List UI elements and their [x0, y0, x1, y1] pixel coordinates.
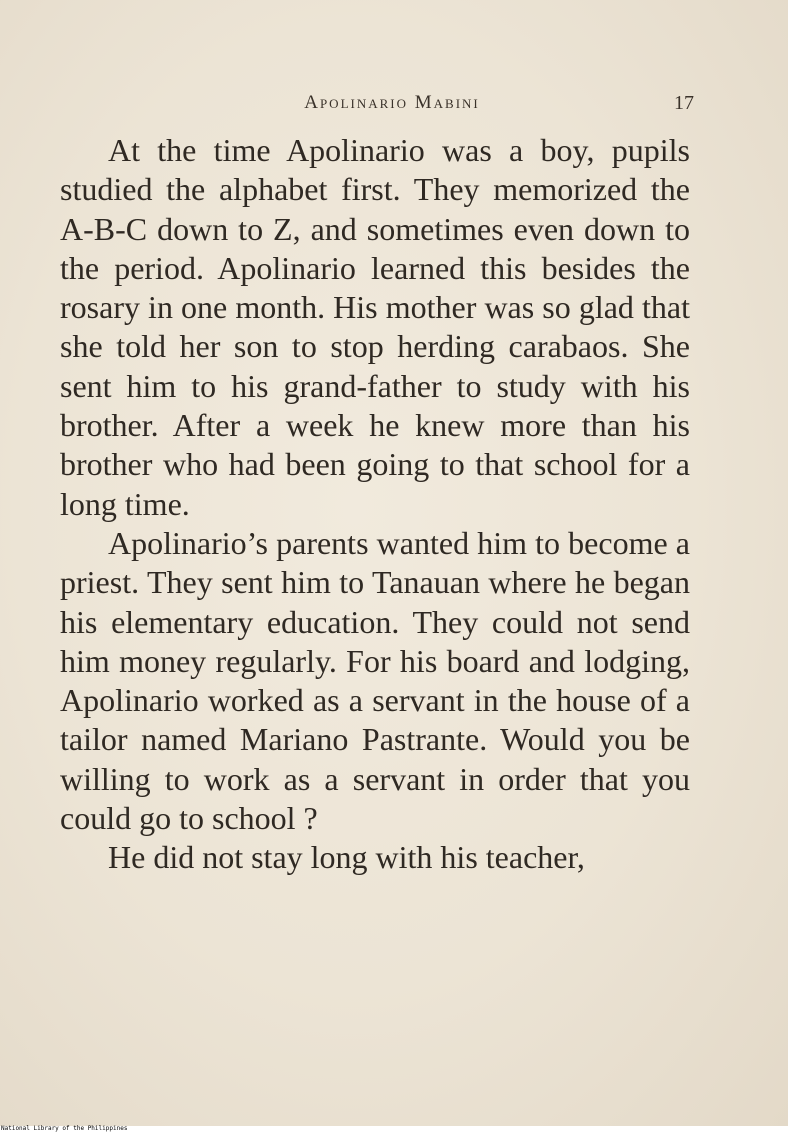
paragraph: At the time Apolinario was a boy, pupils studied the alphabet first. They memorized the A-B-C down to Z, and sometimes even down to the period. Apolinario learned this besides the rosary in one month. His mother was so glad that she told her son to stop herding carabaos. She sent him to his grand-father to study with his brother. After a week he knew more than his brother who had been going to that school for a long time.	[60, 132, 690, 522]
body-text	[60, 131, 690, 878]
footer-credit: National Library of the Philippines	[1, 1125, 128, 1132]
page-number: 17	[674, 92, 694, 114]
paragraph: He did not stay long with his teacher,	[108, 839, 585, 876]
running-head	[60, 92, 694, 114]
paragraph: Apolinario’s parents wanted him to become a priest. They sent him to Tanauan where he began his elementary education. They could not send him money regularly. For his board and lodging, Apolinario worked as a servant in the house of a tailor named Mariano Pastrante. Would you be willing to work as a servant in order that you could go to school ?	[60, 524, 690, 837]
running-title: Apolinario Mabini	[304, 92, 480, 113]
